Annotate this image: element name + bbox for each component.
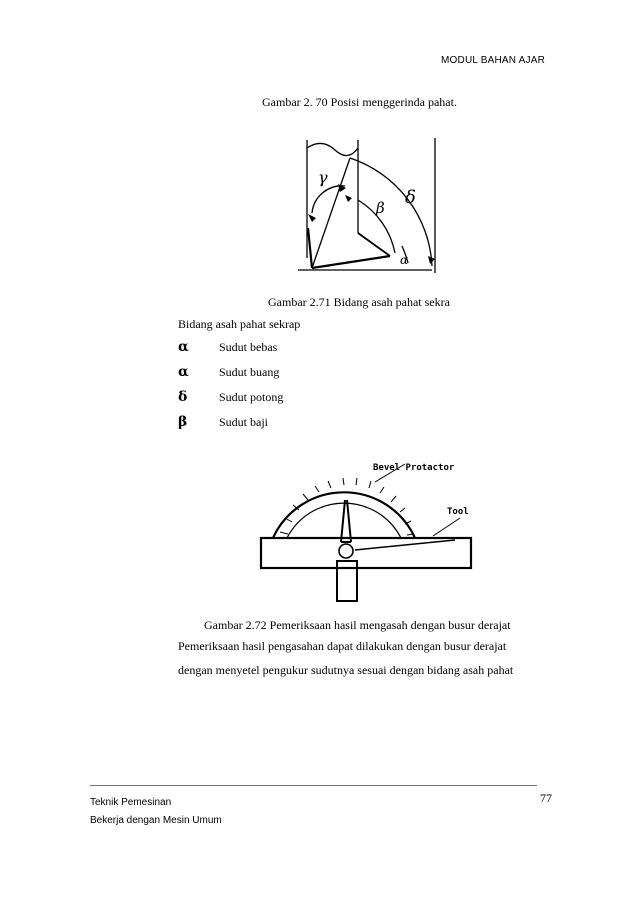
tool-shank [341,500,345,542]
figure-2-70-caption: Gambar 2. 70 Posisi menggerinda pahat. [262,95,457,109]
legend-label: Sudut bebas [219,340,278,354]
tool-leader [433,518,460,536]
protractor-base [261,538,471,568]
legend-label: Sudut potong [219,390,284,404]
tool-break-line [307,143,358,155]
protractor-label: Bevel Protactor [373,463,455,473]
figure-2-71-caption: Gambar 2.71 Bidang asah pahat sekra [268,295,450,309]
legend-title: Bidang asah pahat sekrap [178,317,301,331]
footer-course: Teknik Pemesinan [90,797,172,808]
legend-symbol: α [178,364,189,380]
page-number: 77 [540,791,552,805]
arrow-icon [345,195,352,202]
legend-label: Sudut buang [219,365,280,379]
figure-2-72-diagram [255,456,480,606]
legend-symbol: α [178,339,189,355]
figure-2-72-caption: Gambar 2.72 Pemeriksaan hasil mengasah dengan busur derajat [204,618,511,632]
figure-2-71-diagram [290,128,440,278]
page-header: MODUL BAHAN AJAR [441,55,545,66]
beta-label: β [376,199,385,217]
footer-divider [90,785,537,786]
delta-arc [350,158,432,266]
legend-label: Sudut baji [219,415,269,429]
legend-symbol: δ [178,389,188,405]
footer-subtitle: Bekerja dengan Mesin Umum [90,815,222,826]
legend-symbol: β [178,414,188,430]
gamma-label: γ [318,168,328,187]
delta-label: δ [405,187,416,208]
paragraph-line: dengan menyetel pengukur sudutnya sesuai dengan bidang asah pahat [178,663,514,677]
blade [355,540,455,550]
arrow-icon [308,214,316,222]
tool-label: Tool [447,507,469,517]
alpha-label: α [400,253,409,267]
paragraph-line: Pemeriksaan hasil pengasahan dapat dilakukan dengan busur derajat [178,639,507,653]
pivot [339,544,353,558]
cutting-edge [312,256,390,268]
